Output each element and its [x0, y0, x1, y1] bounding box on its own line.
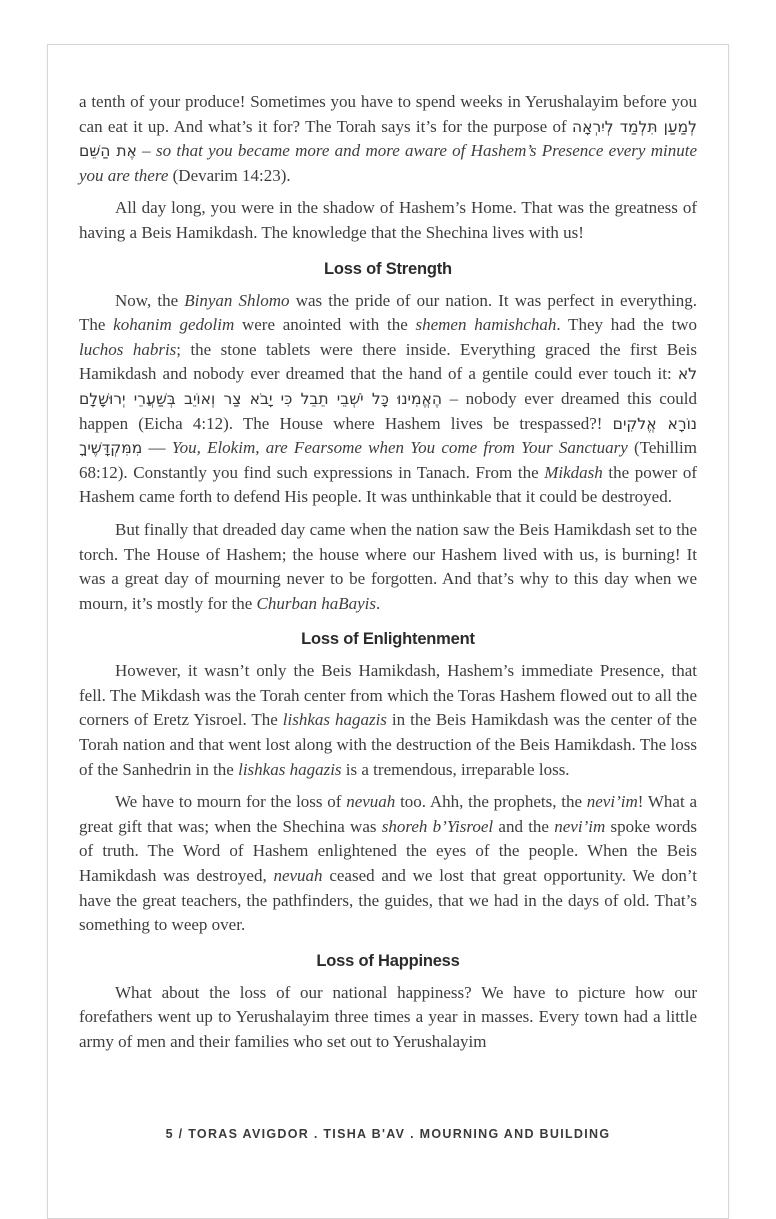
text-segment: in the Beis Hamikdash was the center of the Torah nation and that went lost along with the destruction of the Beis Hamikdash. The loss of the Sanhedrin in the: [79, 710, 697, 779]
text-segment: —: [142, 438, 172, 458]
text-segment: shemen hamishchah: [415, 315, 557, 335]
text-segment: were anointed with the: [234, 315, 416, 335]
section-heading: Loss of Happiness: [316, 951, 460, 970]
body-paragraph: [79, 790, 697, 938]
document-page: [47, 44, 729, 1219]
text-segment: We have to mourn for the loss of: [115, 792, 347, 812]
hebrew-text: לְמַעַן תִּלְמַד לְיִרְאָה אֶת הַשֵּׁם: [79, 117, 697, 161]
text-segment: luchos habris: [79, 339, 177, 359]
text-segment: is a tremendous, irreparable loss.: [341, 759, 570, 779]
text-segment: However, it wasn’t only the Beis Hamikdash, Hashem’s immediate Presence, that fell. The Mikdash was the Torah center from which the Toras Hashem flowed out to all the corners of Eretz Yisroel. The: [79, 661, 697, 730]
text-segment: (Devarim 14:23).: [168, 165, 291, 185]
text-segment: Now, the: [115, 290, 185, 310]
text-segment: –: [136, 141, 156, 161]
text-segment: All day long, you were in the shadow of Hashem’s Home. That was the greatness of having a Beis Hamikdash. The knowledge that the Shechina lives with us!: [79, 198, 697, 242]
text-segment: lishkas hagazis: [238, 759, 342, 779]
text-segment: nevi’im: [554, 816, 606, 836]
text-segment: kohanim gedolim: [113, 315, 235, 335]
text-segment: ; the stone tablets were there inside. Everything graced the first Beis Hamikdash and nobody ever dreamed that the hand of a gentile could ever touch it:: [79, 339, 698, 384]
text-segment: nevi’im: [586, 792, 638, 812]
text-segment: so that you became more and more aware of Hashem’s Presence every minute you are there: [79, 141, 698, 185]
text-segment: But finally that dreaded day came when the nation saw the Beis Hamikdash set to the torch. The House of Hashem; the house where our Hashem lived with us, is burning! It was a great day of mourning never to be forgotten. And that’s why to this day when we mourn, it’s mostly for the: [79, 519, 697, 613]
text-segment: shoreh b’Yisroel: [381, 816, 494, 836]
text-segment: a tenth of your produce! Sometimes you have to spend weeks in Yerushalayim before you can eat it up. And what’s it for? The Torah says it’s for the purpose of: [79, 92, 697, 136]
body-paragraph: [79, 90, 697, 188]
body-paragraph: [79, 196, 697, 245]
text-segment: Binyan Shlomo: [184, 290, 290, 310]
text-segment: nevuah: [273, 866, 323, 886]
section-heading: Loss of Strength: [324, 259, 452, 278]
text-segment: ceased and we lost that great opportunity. We don’t have the great teachers, the pathfinders, the guides, that we had in the days of old. That’s something to weep over.: [79, 866, 697, 935]
text-segment: Churban haBayis: [256, 593, 377, 613]
body-paragraph: [79, 518, 697, 616]
body-paragraph: [79, 981, 697, 1055]
text-segment: ! What a great gift that was; when the Shechina was: [79, 792, 697, 836]
text-segment: . They had the two: [556, 315, 698, 335]
text-segment: .: [376, 593, 381, 613]
page-content: [48, 45, 728, 1055]
text-segment: (Tehillim 68:12). Constantly you find such expressions in Tanach. From the: [79, 438, 697, 482]
text-segment: and the: [493, 816, 555, 836]
text-segment: spoke words of truth. The Word of Hashem enlightened the eyes of the people. When the Beis Hamikdash was destroyed,: [79, 816, 698, 886]
body-paragraph: [79, 289, 697, 510]
text-segment: nevuah: [346, 792, 396, 812]
page-footer: 5 / TORAS AVIGDOR . TISHA B'AV . MOURNING AND BUILDING: [165, 1127, 611, 1141]
text-segment: You, Elokim, are Fearsome when You come from Your Sanctuary: [171, 438, 628, 458]
hebrew-text: נוֹרָא אֱלֹקִים מִמִּקְדָּשֶׁיךָ: [79, 414, 697, 458]
text-segment: the power of Hashem came forth to defend His people. It was unthinkable that it could be destroyed.: [79, 462, 697, 507]
section-heading: Loss of Enlightenment: [301, 630, 475, 649]
text-segment: Mikdash: [544, 462, 603, 482]
text-segment: was the pride of our nation. It was perfect in everything. The: [79, 290, 697, 335]
hebrew-text: לֹא הֶאֱמִינוּ כָּל יֹשְׁבֵי תֵבֵל כִּי יָבֹא צַר וְאוֹיֵב בְּשַׁעֲרֵי יְרוּשָׁלָם: [79, 365, 697, 408]
text-segment: – nobody ever dreamed this could happen (Eicha 4:12). The House where Hashem lives be trespassed?!: [79, 388, 698, 433]
text-segment: lishkas hagazis: [282, 710, 387, 730]
text-segment: What about the loss of our national happiness? We have to picture how our forefathers went up to Yerushalayim three times a year in masses. Every town had a little army of men and their families who set out to Yerushalayim: [79, 982, 697, 1051]
text-segment: too. Ahh, the prophets, the: [395, 792, 587, 812]
body-paragraph: [79, 659, 697, 782]
